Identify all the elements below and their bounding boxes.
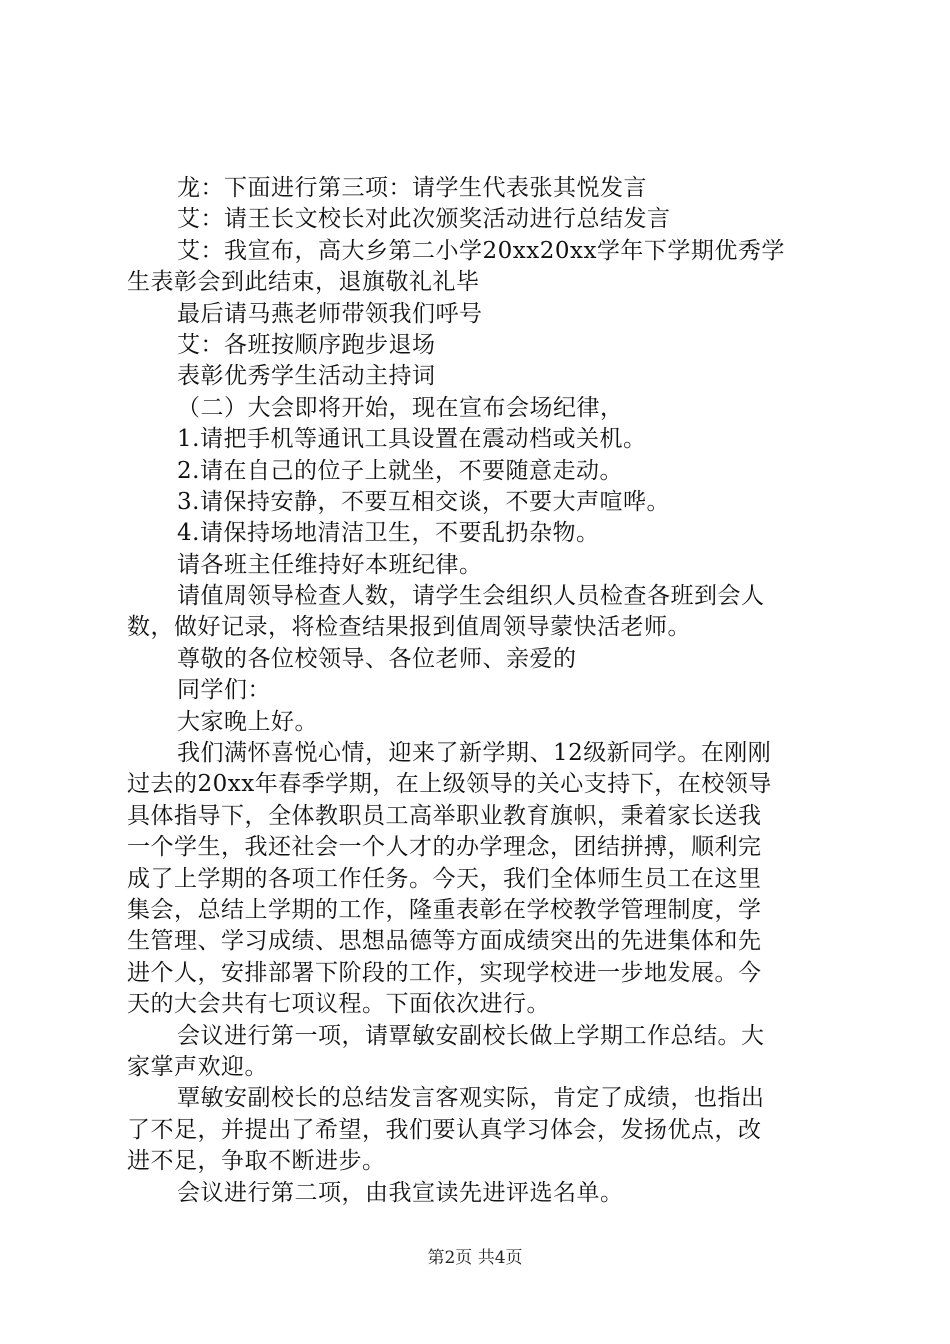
text-line: 艾：各班按顺序跑步退场	[177, 331, 436, 358]
text-line: 艾：请王长文校长对此次颁奖活动进行总结发言	[177, 206, 671, 233]
list-item: 2.请在自己的位子上就坐，不要随意走动。	[177, 457, 623, 484]
text-line: 进个人，安排部署下阶段的工作，实现学校进一步地发展。今	[127, 959, 762, 986]
text-line: 艾：我宣布，高大乡第二小学20xx20xx学年下学期优秀学	[177, 237, 785, 264]
text-line: （二）大会即将开始，现在宣布会场纪律，	[177, 394, 624, 421]
text-line: 了不足，并提出了希望，我们要认真学习体会，发扬优点，改	[127, 1116, 762, 1143]
document-body	[127, 173, 827, 1209]
list-item: 3.请保持安静，不要互相交谈，不要大声喧哗。	[177, 488, 670, 515]
text-line: 家掌声欢迎。	[127, 1053, 268, 1080]
text-line: 同学们：	[177, 677, 271, 704]
text-line: 大家晚上好。	[177, 708, 318, 735]
text-line: 请值周领导检查人数，请学生会组织人员检查各班到会人	[177, 583, 765, 610]
text-line: 成了上学期的各项工作任务。今天，我们全体师生员工在这里	[127, 865, 762, 892]
text-line: 覃敏安副校长的总结发言客观实际，肯定了成绩，也指出	[177, 1085, 765, 1112]
list-item: 4.请保持场地清洁卫生，不要乱扔杂物。	[177, 520, 600, 547]
text-line: 进不足，争取不断进步。	[127, 1148, 386, 1175]
text-line: 会议进行第一项，请覃敏安副校长做上学期工作总结。大	[177, 1022, 765, 1049]
text-line: 生表彰会到此结束，退旗敬礼礼毕	[127, 269, 480, 296]
text-line: 请各班主任维持好本班纪律。	[177, 551, 483, 578]
text-line: 龙：下面进行第三项：请学生代表张其悦发言	[177, 175, 647, 201]
text-line: 生管理、学习成绩、思想品德等方面成绩突出的先进集体和先	[127, 928, 762, 955]
page-number: 第2页 共4页	[427, 1248, 523, 1268]
list-item: 1.请把手机等通讯工具设置在震动档或关机。	[177, 426, 647, 453]
text-line: 我们满怀喜悦心情，迎来了新学期、12级新同学。在刚刚	[177, 740, 772, 767]
text-line: 天的大会共有七项议程。下面依次进行。	[127, 991, 550, 1018]
text-line: 集会，总结上学期的工作，隆重表彰在学校教学管理制度，学	[127, 896, 762, 923]
text-line: 数，做好记录，将检查结果报到值周领导蒙快活老师。	[127, 614, 691, 641]
text-line: 会议进行第二项，由我宣读先进评选名单。	[177, 1179, 624, 1206]
text-line: 具体指导下，全体教职员工高举职业教育旗帜，秉着家长送我	[127, 802, 762, 829]
text-line: 尊敬的各位校领导、各位老师、亲爱的	[177, 645, 577, 672]
text-line: 一个学生，我还社会一个人才的办学理念，团结拼搏，顺利完	[127, 834, 762, 861]
text-line: 最后请马燕老师带领我们呼号	[177, 300, 483, 327]
section-heading: 表彰优秀学生活动主持词	[177, 363, 436, 390]
text-line: 过去的20xx年春季学期，在上级领导的关心支持下，在校领导	[127, 771, 772, 798]
